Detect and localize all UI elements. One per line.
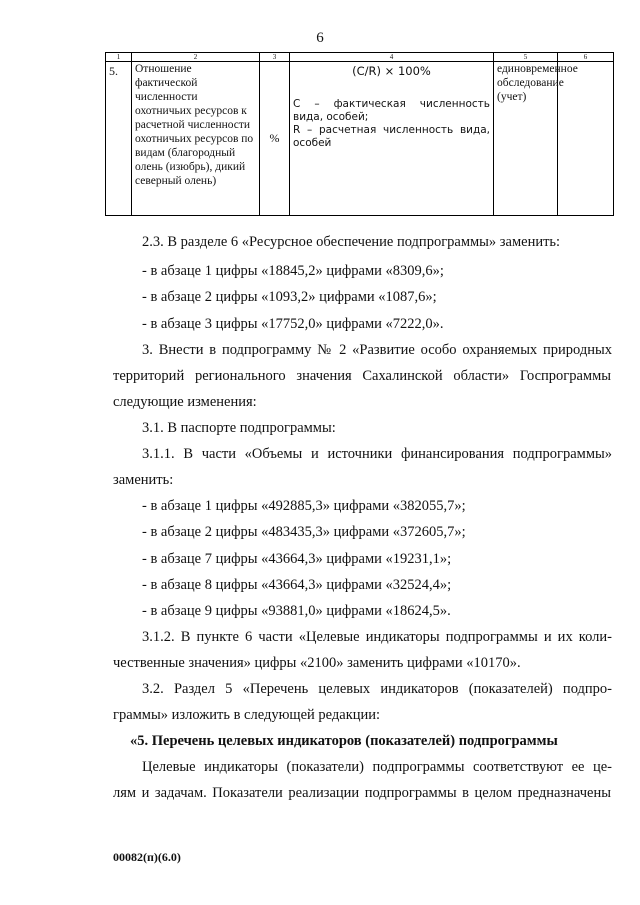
method: единовременное обследование (учет) bbox=[497, 63, 578, 103]
definition-r: R – расчетная численность вида, особей bbox=[293, 124, 490, 149]
paragraph-3-line1: 3. Внести в подпрограмму № 2 «Развитие особо охраняемых природных bbox=[142, 342, 612, 358]
paragraph-3-1-2-line1: 3.1.2. В пункте 6 части «Целевые индикаторы подпрограммы и их коли- bbox=[142, 629, 612, 645]
indicator-name: Отношение фактической численности охотничьих ресурсов к расчетной численности охотничьих ресурсов по видам (благородный олень (изюбрь), дикий северный олень) bbox=[135, 63, 254, 187]
table-header-cell: 3 bbox=[260, 53, 290, 62]
paragraph-section5-line2: лям и задачам. Показатели реализации подпрограммы в целом предназначены bbox=[113, 785, 611, 801]
table-header-cell: 1 bbox=[106, 53, 132, 62]
row-number: 5. bbox=[106, 62, 132, 216]
indicator-table bbox=[105, 52, 614, 216]
table-header-cell: 5 bbox=[494, 53, 558, 62]
page-number: 6 bbox=[316, 30, 324, 46]
table-header-row bbox=[106, 53, 614, 62]
paragraph-3-1-2-line2: чественные значения» цифры «2100» заменить цифрами «10170». bbox=[113, 655, 521, 671]
list-item: - в абзаце 9 цифры «93881,0» цифрами «18624,5». bbox=[142, 603, 451, 619]
unit-cell: % bbox=[260, 62, 290, 216]
list-item: - в абзаце 3 цифры «17752,0» цифрами «7222,0». bbox=[142, 316, 444, 332]
definition-c: C – фактическая численность вида, особей; bbox=[293, 98, 490, 123]
paragraph-3-line2: территорий регионального значения Сахалинской области» Госпрограммы bbox=[113, 368, 611, 384]
list-item: - в абзаце 1 цифры «18845,2» цифрами «8309,6»; bbox=[142, 263, 444, 279]
paragraph-3-2-line1: 3.2. Раздел 5 «Перечень целевых индикаторов (показателей) подпро- bbox=[142, 681, 612, 697]
table-header-cell: 4 bbox=[290, 53, 494, 62]
paragraph-3-line3: следующие изменения: bbox=[113, 394, 257, 410]
paragraph-2-3: 2.3. В разделе 6 «Ресурсное обеспечение подпрограммы» заменить: bbox=[142, 234, 561, 250]
paragraph-3-1: 3.1. В паспорте подпрограммы: bbox=[142, 420, 336, 436]
indicator-name-cell bbox=[132, 62, 260, 216]
formula-cell bbox=[290, 62, 494, 216]
paragraph-3-1-1-line2: заменить: bbox=[113, 472, 174, 488]
method-cell bbox=[494, 62, 578, 216]
list-item: - в абзаце 2 цифры «483435,3» цифрами «372605,7»; bbox=[142, 524, 466, 540]
table-header-cell: 2 bbox=[132, 53, 260, 62]
empty-cell bbox=[558, 62, 614, 216]
paragraph-section5-line1: Целевые индикаторы (показатели) подпрограммы соответствуют ее це- bbox=[142, 759, 612, 775]
list-item: - в абзаце 8 цифры «43664,3» цифрами «32524,4»; bbox=[142, 577, 452, 593]
list-item: - в абзаце 7 цифры «43664,3» цифрами «19231,1»; bbox=[142, 551, 452, 567]
table-row bbox=[106, 62, 614, 216]
formula: (C/R) × 100% bbox=[352, 64, 431, 78]
section-heading: «5. Перечень целевых индикаторов (показателей) подпрограммы bbox=[130, 733, 558, 749]
table-header-cell: 6 bbox=[558, 53, 614, 62]
list-item: - в абзаце 1 цифры «492885,3» цифрами «382055,7»; bbox=[142, 498, 466, 514]
paragraph-3-2-line2: граммы» изложить в следующей редакции: bbox=[113, 707, 381, 723]
paragraph-3-1-1-line1: 3.1.1. В части «Объемы и источники финансирования подпрограммы» bbox=[142, 446, 612, 462]
document-code: 00082(п)(6.0) bbox=[113, 850, 181, 864]
list-item: - в абзаце 2 цифры «1093,2» цифрами «1087,6»; bbox=[142, 289, 437, 305]
